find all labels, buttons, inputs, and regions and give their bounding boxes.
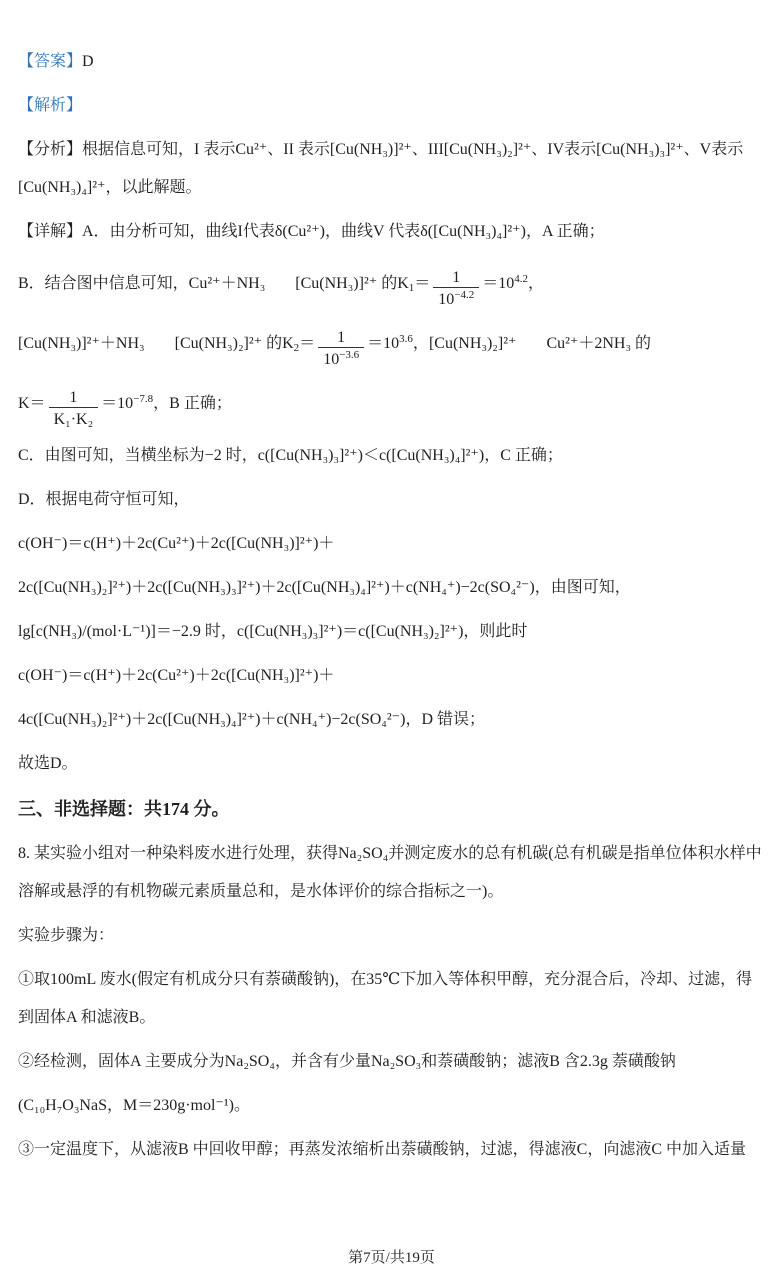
b1-equals: ＝ [414, 275, 431, 292]
option-d-intro-line: D．根据电荷守恒可知， [18, 491, 190, 508]
charge-balance-line-1a: c(OH⁻)＝c(H⁺)＋2c(Cu²⁺)＋2c([Cu(NH₃)]²⁺)＋ [18, 535, 335, 552]
detail-a-line: 【详解】A．由分析可知，曲线I代表δ(Cu²⁺)，曲线V 代表δ([Cu(NH₃)₄]²⁺)，A 正确； [18, 223, 605, 240]
step-2-paragraph: ②经检测，固体A 主要成分为Na₂SO₄，并含有少量Na₂SO₃和萘磺酸钠；滤液B 含2.3g 萘磺酸钠 [18, 1053, 676, 1070]
section-heading: 三、非选择题：共174 分。 [18, 799, 230, 819]
question-8-paragraph: 8. 某实验小组对一种染料废水进行处理，获得Na₂SO₄并测定废水的总有机碳(总有机碳是指单位体积水样中溶解或悬浮的有机物碳元素质量总和，是水体评价的综合指标之一)。 [18, 845, 762, 900]
conclusion-line: 故选D。 [18, 755, 78, 772]
ktotal-tail: ，B 正确； [153, 395, 232, 412]
k2-result-exponent: 3.6 [399, 333, 413, 345]
jiexi-label: 【解析】 [18, 97, 83, 114]
k1-result-exponent: 4.2 [514, 273, 529, 285]
charge-balance-line-1b: 2c([Cu(NH₃)₂]²⁺)＋2c([Cu(NH₃)₃]²⁺)＋2c([Cu(NH₃)₄]²⁺)＋c(NH₄⁺)−2c(SO₄²⁻)，由图可知， [18, 579, 631, 596]
k1-fraction [433, 268, 479, 311]
k2-result-base: ＝10 [367, 335, 400, 352]
option-b-k1-line [18, 254, 765, 314]
ktotal-result-base: ＝10 [101, 395, 134, 412]
ktotal-result-exponent: −7.8 [133, 393, 154, 405]
b2-mid: [Cu(NH₃)₂]²⁺ 的K [174, 335, 294, 352]
step-1-paragraph: ①取100mL 废水(假定有机成分只有萘磺酸钠)，在35℃下加入等体积甲醇，充分混合后，冷却、过滤，得到固体A 和滤液B。 [18, 971, 753, 1026]
step-2-formula-line: (C₁₀H₇O₃NaS，M＝230g·mol⁻¹)。 [18, 1097, 250, 1114]
k2-fraction [318, 328, 364, 371]
jiexi-line [18, 84, 765, 128]
k2-den-base: 10 [323, 351, 340, 368]
k1-den-base: 10 [438, 291, 455, 308]
page-footer: 第7页/共19页 [348, 1250, 435, 1266]
k1-fraction-denominator [433, 287, 479, 311]
b1-mid: [Cu(NH₃)]²⁺ 的K [295, 275, 409, 292]
k1-result-base: ＝10 [482, 275, 515, 292]
k2-den-exponent: −3.6 [339, 349, 360, 361]
answer-value: D [82, 53, 94, 70]
answer-label: 【答案】 [18, 53, 83, 70]
b2-post: [Cu(NH₃)₂]²⁺ [428, 335, 517, 352]
step-3-paragraph: ③一定温度下，从滤液B 中回收甲醇；再蒸发浓缩析出萘磺酸钠，过滤，得滤液C，向滤液C 中加入适量 [18, 1141, 747, 1158]
b2-pre: [Cu(NH₃)]²⁺＋NH₃ [18, 335, 145, 352]
b1-pre: B．结合图中信息可知，Cu²⁺＋NH₃ [18, 275, 266, 292]
k2-subscript: 2 [293, 342, 300, 354]
ktotal-fraction [49, 388, 99, 431]
k-total-line [18, 374, 765, 434]
ktotal-fraction-numerator: 1 [69, 389, 78, 406]
option-c-line: C．由图可知，当横坐标为−2 时，c([Cu(NH₃)₃]²⁺)＜c([Cu(NH₃)₄]²⁺)，C 正确； [18, 447, 563, 464]
k1-subscript: 1 [408, 282, 415, 294]
b2-equals: ＝ [299, 335, 316, 352]
ktotal-pre: K＝ [18, 395, 46, 412]
answer-line [18, 40, 765, 84]
b2-separator: ， [412, 335, 429, 352]
k1-den-exponent: −4.2 [454, 289, 475, 301]
k2-fraction-numerator: 1 [337, 329, 346, 346]
b1-tail: ， [528, 275, 545, 292]
lg-condition-line: lg[c(NH₃)/(mol·L⁻¹)]＝−2.9 时，c([Cu(NH₃)₃]²⁺)＝c([Cu(NH₃)₂]²⁺)，则此时 [18, 623, 528, 640]
fenxi-paragraph: 【分析】根据信息可知，I 表示Cu²⁺、II 表示[Cu(NH₃)]²⁺、III[Cu(NH₃)₂]²⁺、IV表示[Cu(NH₃)₃]²⁺、V表示[Cu(NH₃)₄]²⁺，以此解题。 [18, 141, 744, 196]
charge-balance-line-2b: 4c([Cu(NH₃)₂]²⁺)＋2c([Cu(NH₃)₄]²⁺)＋c(NH₄⁺)−2c(SO₄²⁻)，D 错误； [18, 711, 486, 728]
ktotal-fraction-denominator: K₁·K₂ [49, 407, 99, 431]
steps-intro-line: 实验步骤为： [18, 927, 115, 944]
option-b-k2-line [18, 314, 765, 374]
k1-fraction-numerator: 1 [452, 269, 461, 286]
k2-fraction-denominator [318, 347, 364, 371]
charge-balance-line-2a: c(OH⁻)＝c(H⁺)＋2c(Cu²⁺)＋2c([Cu(NH₃)]²⁺)＋ [18, 667, 335, 684]
b2-tail: Cu²⁺＋2NH₃ 的 [546, 335, 652, 352]
